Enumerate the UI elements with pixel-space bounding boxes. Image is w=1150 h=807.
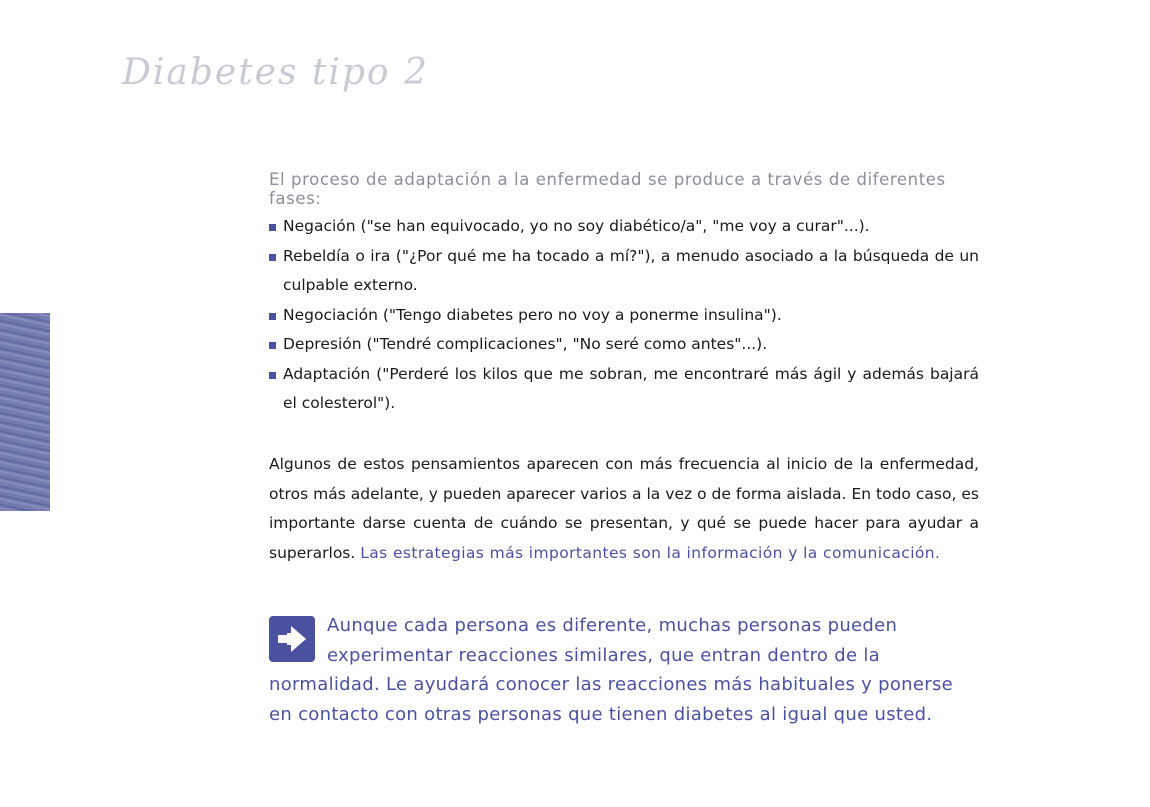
- arrow-right-icon: [269, 616, 315, 662]
- intro-text: El proceso de adaptación a la enfermedad se produce a través de diferentes fases:: [269, 170, 946, 208]
- list-item-text: Rebeldía o ira ("¿Por qué me ha tocado a mí?"), a menudo asociado a la búsqueda de un culpable externo.: [283, 246, 979, 294]
- side-tab: [0, 313, 50, 736]
- list-item-text: Adaptación ("Perderé los kilos que me sobran, me encontraré más ágil y además bajará el colesterol").: [283, 364, 979, 412]
- list-item-text: Negociación ("Tengo diabetes pero no voy a ponerme insulina").: [283, 305, 782, 324]
- bullet-square-icon: [269, 372, 276, 379]
- bullet-square-icon: [269, 224, 276, 231]
- callout-box: [269, 611, 959, 729]
- list-item-text: Negación ("se han equivocado, yo no soy diabético/a", "me voy a curar"...).: [283, 217, 870, 235]
- callout-text: Aunque cada persona es diferente, muchas personas pueden experimentar reacciones similares, que entran dentro de la normalidad. Le ayudará conocer las reacciones más habituales y ponerse en contacto con otras personas que tienen diabetes al igual que usted.: [269, 615, 954, 725]
- list-item-text: Depresión ("Tendré complicaciones", "No seré como antes"...).: [283, 335, 768, 353]
- list-item: [269, 301, 979, 331]
- list-item: [269, 330, 979, 360]
- phases-list: [269, 212, 979, 419]
- page-title: Diabetes tipo 2: [122, 52, 429, 93]
- list-item: [269, 212, 979, 242]
- highlight-text: Las estrategias más importantes son la información y la comunicación.: [360, 543, 941, 562]
- body-paragraph-text: Algunos de estos pensamientos aparecen con más frecuencia al inicio de la enfermedad, otros más adelante, y pueden aparecer varios a la vez o de forma aislada. En todo caso, es importante darse cuenta de cuándo se presentan, y qué se puede hacer para ayudar a superarlos.: [269, 455, 979, 562]
- bullet-square-icon: [269, 342, 276, 349]
- list-item: [269, 360, 979, 419]
- bullet-square-icon: [269, 313, 276, 320]
- page-number: 152: [9, 718, 41, 736]
- body-paragraph: [269, 450, 979, 568]
- list-item: [269, 242, 979, 301]
- bullet-square-icon: [269, 254, 276, 261]
